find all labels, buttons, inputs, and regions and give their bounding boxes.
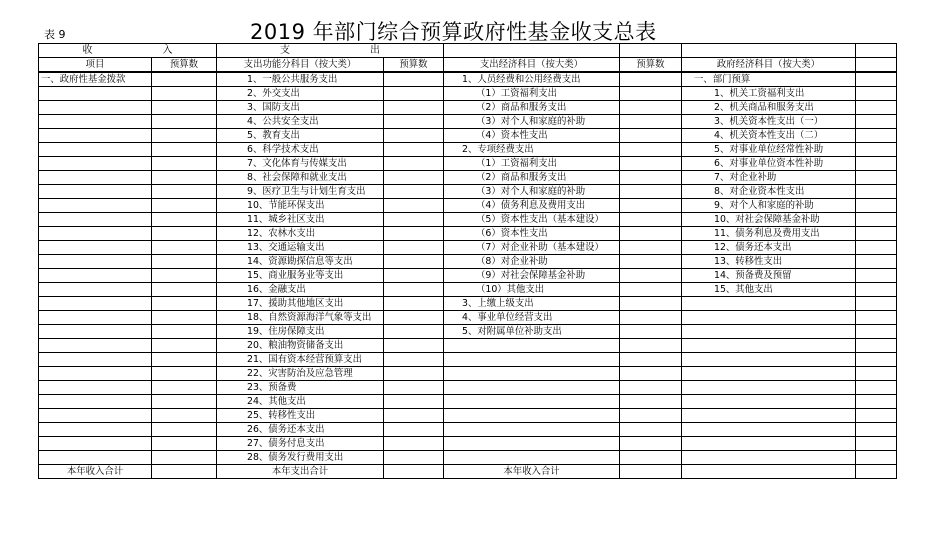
table-row [39,325,897,339]
table-row [39,143,897,157]
func-budget [384,255,444,269]
income-budget [152,297,217,311]
func-budget [384,269,444,283]
func-budget [384,241,444,255]
func-budget [384,381,444,395]
gov-item: 3、机关资本性支出（一） [682,115,856,129]
func-item: 20、粮油物资储备支出 [217,339,384,353]
income-item [39,395,152,409]
econ-budget [620,157,682,171]
gov-budget [856,451,897,465]
table-row [39,255,897,269]
income-budget [152,227,217,241]
gov-budget [856,297,897,311]
gov-item [682,395,856,409]
func-item: 2、外交支出 [217,87,384,101]
func-item: 11、城乡社区支出 [217,213,384,227]
func-budget [384,409,444,423]
func-budget [384,339,444,353]
func-item: 23、预备费 [217,381,384,395]
econ-budget [620,325,682,339]
gov-item [682,451,856,465]
econ-budget [620,283,682,297]
econ-item: 2、专项经费支出 [444,143,620,157]
func-budget [384,395,444,409]
func-budget [384,325,444,339]
func-budget [384,451,444,465]
income-budget [152,409,217,423]
econ-item: 3、上缴上级支出 [444,297,620,311]
func-item: 13、交通运输支出 [217,241,384,255]
income-item [39,255,152,269]
income-item [39,409,152,423]
gov-budget [856,325,897,339]
econ-item [444,423,620,437]
gov-budget [856,339,897,353]
gov-item: 10、对社会保障基金补助 [682,213,856,227]
income-budget [152,283,217,297]
gov-budget [856,143,897,157]
income-budget [152,339,217,353]
income-item [39,423,152,437]
income-budget [152,171,217,185]
gov-item [682,339,856,353]
table-row [39,115,897,129]
gov-item [682,409,856,423]
econ-budget [620,409,682,423]
table-number: 表 9 [44,28,66,41]
table-row [39,129,897,143]
col-item-header: 项目 [39,58,152,73]
income-budget [152,269,217,283]
econ-item [444,381,620,395]
func-item: 17、援助其他地区支出 [217,297,384,311]
gov-item [682,353,856,367]
func-budget [384,143,444,157]
gov-total-label [682,465,856,479]
table-row [39,199,897,213]
income-budget [152,213,217,227]
income-item [39,227,152,241]
func-item: 5、教育支出 [217,129,384,143]
func-budget [384,283,444,297]
func-item: 18、自然资源海洋气象等支出 [217,311,384,325]
income-item [39,101,152,115]
econ-item: （2）商品和服务支出 [444,171,620,185]
gov-item [682,367,856,381]
gov-budget [856,129,897,143]
table-row [39,311,897,325]
income-budget [152,185,217,199]
gov-item: 11、债务利息及费用支出 [682,227,856,241]
header-blank [856,44,897,58]
func-item: 6、科学技术支出 [217,143,384,157]
econ-budget [620,353,682,367]
income-item [39,297,152,311]
econ-item [444,451,620,465]
func-budget [384,199,444,213]
func-budget [384,185,444,199]
func-budget [384,227,444,241]
income-budget [152,395,217,409]
table-row [39,437,897,451]
econ-budget [620,297,682,311]
func-budget [384,423,444,437]
econ-budget [620,269,682,283]
func-item: 7、文化体育与传媒支出 [217,157,384,171]
income-budget [152,353,217,367]
func-budget [384,129,444,143]
func-item: 21、国有资本经营预算支出 [217,353,384,367]
econ-item: （1）工资福利支出 [444,157,620,171]
econ-budget [620,311,682,325]
econ-item [444,437,620,451]
econ-total-value [620,465,682,479]
table-row [39,423,897,437]
income-header: 收 入 [39,44,217,58]
func-budget [384,171,444,185]
gov-item: 13、转移性支出 [682,255,856,269]
header-blank [620,44,682,58]
func-budget [384,367,444,381]
table-row [39,381,897,395]
func-item: 26、债务还本支出 [217,423,384,437]
income-budget [152,311,217,325]
econ-budget [620,72,682,87]
table-row [39,339,897,353]
econ-budget [620,213,682,227]
func-item: 4、公共安全支出 [217,115,384,129]
econ-budget [620,381,682,395]
econ-item: （5）资本性支出（基本建设） [444,213,620,227]
econ-budget [620,339,682,353]
budget-table [38,43,897,479]
econ-budget [620,437,682,451]
econ-item [444,367,620,381]
econ-item: 1、人员经费和公用经费支出 [444,72,620,87]
econ-budget [620,101,682,115]
gov-item [682,311,856,325]
table-row [39,353,897,367]
func-budget [384,115,444,129]
gov-budget [856,185,897,199]
econ-item: 5、对附属单位补助支出 [444,325,620,339]
income-total-label: 本年收入合计 [39,465,152,479]
gov-item [682,423,856,437]
table-row [39,157,897,171]
income-item [39,157,152,171]
col-gov-header: 政府经济科目（按大类） [682,58,856,73]
gov-budget [856,437,897,451]
table-row [39,451,897,465]
func-item: 27、债务付息支出 [217,437,384,451]
func-budget [384,72,444,87]
func-budget [384,101,444,115]
income-budget [152,87,217,101]
gov-item: 一、部门预算 [682,72,856,87]
income-budget [152,437,217,451]
income-item [39,381,152,395]
econ-budget [620,395,682,409]
econ-budget [620,255,682,269]
income-budget [152,367,217,381]
gov-item [682,381,856,395]
gov-budget [856,87,897,101]
func-item: 8、社会保障和就业支出 [217,171,384,185]
func-budget [384,437,444,451]
gov-total-value [856,465,897,479]
econ-budget [620,143,682,157]
table-row [39,72,897,87]
func-item: 10、节能环保支出 [217,199,384,213]
income-item [39,451,152,465]
header-blank [682,44,856,58]
func-item: 14、资源勘探信息等支出 [217,255,384,269]
econ-item: （7）对企业补助（基本建设） [444,241,620,255]
page-title: 2019 年部门综合预算政府性基金收支总表 [250,20,657,44]
table-row [39,297,897,311]
func-item: 16、金融支出 [217,283,384,297]
gov-budget [856,311,897,325]
income-item [39,311,152,325]
econ-budget [620,451,682,465]
gov-item: 5、对事业单位经常性补助 [682,143,856,157]
income-budget [152,199,217,213]
econ-item: （9）对社会保障基金补助 [444,269,620,283]
gov-item: 14、预备费及预留 [682,269,856,283]
econ-item: （4）资本性支出 [444,129,620,143]
income-item [39,185,152,199]
gov-item: 15、其他支出 [682,283,856,297]
gov-budget [856,241,897,255]
gov-budget [856,409,897,423]
gov-item [682,325,856,339]
gov-item: 8、对企业资本性支出 [682,185,856,199]
econ-item: （3）对个人和家庭的补助 [444,185,620,199]
gov-budget [856,72,897,87]
econ-budget [620,87,682,101]
header-blank [444,44,620,58]
gov-budget [856,213,897,227]
col-econ-header: 支出经济科目（按大类） [444,58,620,73]
func-item: 24、其他支出 [217,395,384,409]
table-row [39,409,897,423]
func-item: 19、住房保障支出 [217,325,384,339]
econ-item: （3）对个人和家庭的补助 [444,115,620,129]
income-budget [152,255,217,269]
econ-item: 4、事业单位经营支出 [444,311,620,325]
gov-budget [856,171,897,185]
table-row [39,367,897,381]
income-budget [152,115,217,129]
income-item [39,269,152,283]
gov-item: 12、债务还本支出 [682,241,856,255]
gov-item: 1、机关工资福利支出 [682,87,856,101]
income-budget [152,72,217,87]
gov-item: 7、对企业补助 [682,171,856,185]
econ-item: （4）债务利息及费用支出 [444,199,620,213]
gov-item [682,437,856,451]
func-budget [384,157,444,171]
income-budget [152,325,217,339]
econ-item [444,353,620,367]
income-budget [152,451,217,465]
gov-budget [856,157,897,171]
table-row [39,87,897,101]
income-total-value [152,465,217,479]
econ-item: （8）对企业补助 [444,255,620,269]
func-item: 22、灾害防治及应急管理 [217,367,384,381]
gov-budget [856,423,897,437]
func-budget [384,297,444,311]
total-row [39,465,897,479]
gov-item: 6、对事业单位资本性补助 [682,157,856,171]
expense-header: 支 出 [217,44,444,58]
econ-item [444,395,620,409]
table-row [39,269,897,283]
col-budget-header: 预算数 [620,58,682,73]
table-row [39,241,897,255]
income-item [39,339,152,353]
gov-budget [856,227,897,241]
income-item [39,115,152,129]
func-item: 3、国防支出 [217,101,384,115]
income-item [39,171,152,185]
func-budget [384,353,444,367]
gov-item: 2、机关商品和服务支出 [682,101,856,115]
income-item [39,325,152,339]
income-item [39,353,152,367]
income-budget [152,381,217,395]
gov-budget [856,367,897,381]
econ-item: （10）其他支出 [444,283,620,297]
gov-budget [856,353,897,367]
col-budget-header: 预算数 [152,58,217,73]
econ-budget [620,115,682,129]
expense-total-label: 本年支出合计 [217,465,384,479]
col-func-header: 支出功能分科目（按大类） [217,58,384,73]
income-item [39,87,152,101]
func-item: 15、商业服务业等支出 [217,269,384,283]
income-item [39,437,152,451]
expense-total-value [384,465,444,479]
income-budget [152,101,217,115]
table-row [39,283,897,297]
table-row [39,227,897,241]
table-row [39,171,897,185]
econ-budget [620,367,682,381]
table-row [39,395,897,409]
econ-item [444,409,620,423]
income-item [39,213,152,227]
econ-budget [620,171,682,185]
gov-budget [856,269,897,283]
income-budget [152,143,217,157]
header-blank [856,58,897,73]
func-budget [384,213,444,227]
func-budget [384,311,444,325]
income-item [39,129,152,143]
gov-item: 9、对个人和家庭的补助 [682,199,856,213]
func-item: 12、农林水支出 [217,227,384,241]
gov-budget [856,101,897,115]
table-row [39,213,897,227]
econ-budget [620,129,682,143]
table-row [39,185,897,199]
income-item [39,367,152,381]
econ-total-label: 本年收入合计 [444,465,620,479]
econ-budget [620,241,682,255]
func-item: 25、转移性支出 [217,409,384,423]
income-item [39,241,152,255]
gov-item [682,297,856,311]
func-item: 9、医疗卫生与计划生育支出 [217,185,384,199]
income-item [39,199,152,213]
gov-budget [856,115,897,129]
gov-budget [856,395,897,409]
income-item: 一、政府性基金拨款 [39,72,152,87]
income-budget [152,129,217,143]
econ-budget [620,423,682,437]
gov-budget [856,283,897,297]
func-item: 1、一般公共服务支出 [217,72,384,87]
gov-item: 4、机关资本性支出（二） [682,129,856,143]
econ-budget [620,185,682,199]
func-budget [384,87,444,101]
income-item [39,143,152,157]
income-budget [152,157,217,171]
func-item: 28、债务发行费用支出 [217,451,384,465]
gov-budget [856,199,897,213]
econ-item: （1）工资福利支出 [444,87,620,101]
income-budget [152,423,217,437]
gov-budget [856,255,897,269]
income-budget [152,241,217,255]
col-budget-header: 预算数 [384,58,444,73]
econ-item: （2）商品和服务支出 [444,101,620,115]
econ-item [444,339,620,353]
econ-item: （6）资本性支出 [444,227,620,241]
gov-budget [856,381,897,395]
income-item [39,283,152,297]
table-row [39,101,897,115]
econ-budget [620,227,682,241]
econ-budget [620,199,682,213]
